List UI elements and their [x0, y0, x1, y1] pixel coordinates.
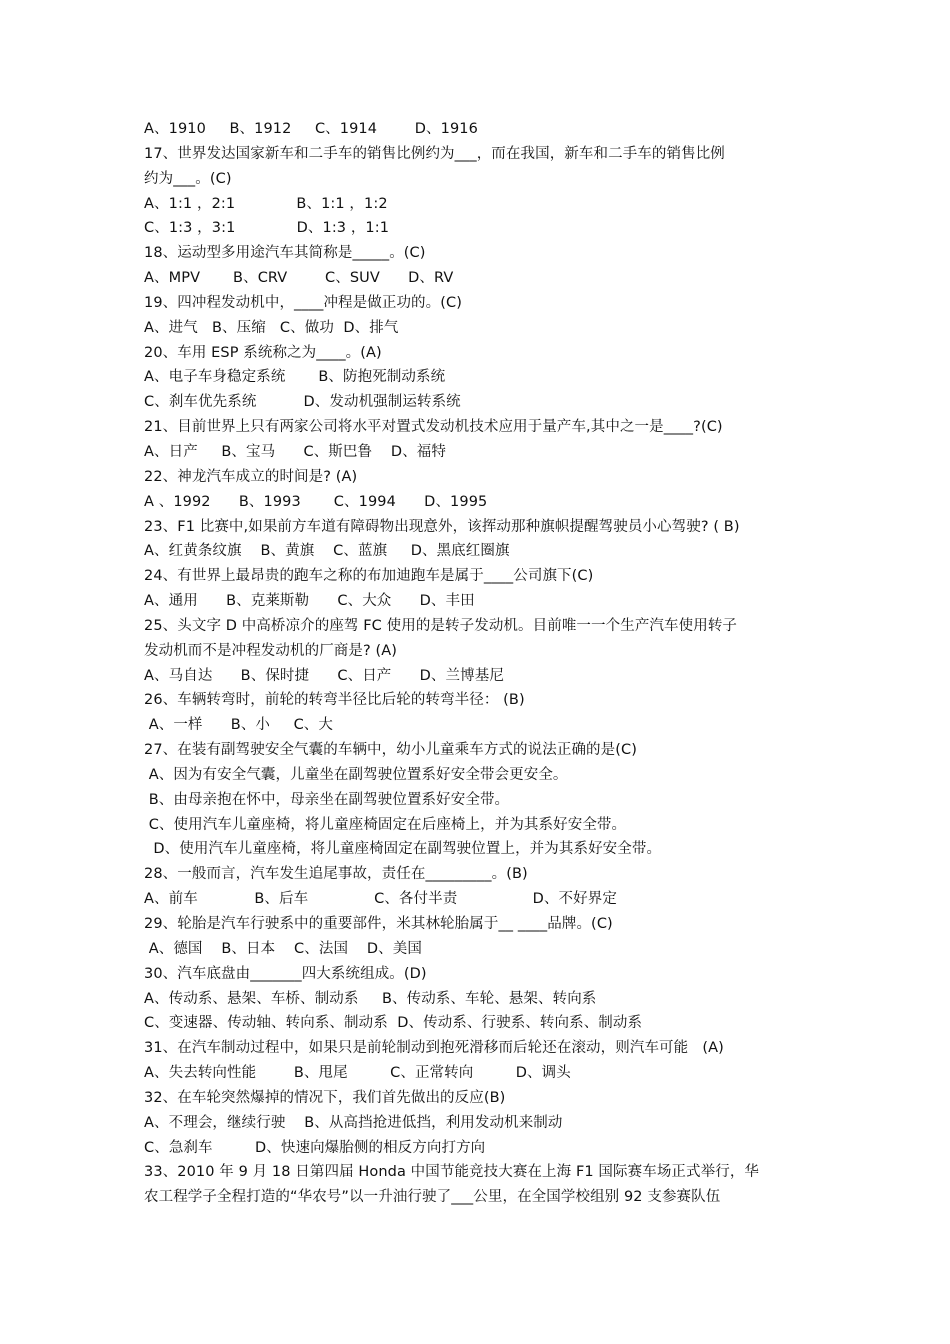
text-line: 26、车辆转弯时，前轮的转弯半径比后轮的转弯半径： (B)	[144, 692, 525, 709]
text-line: A、传动系、悬架、车桥、制动系 B、传动系、车轮、悬架、转向系	[144, 990, 597, 1007]
text-line: A、前车 B、后车 C、各付半责 D、不好界定	[144, 891, 617, 908]
text-line: A、电子车身稳定系统 B、防抱死制动系统	[144, 369, 446, 386]
text-line: 32、在车轮突然爆掉的情况下，我们首先做出的反应(B)	[144, 1089, 506, 1106]
text-line: 约为___。(C)	[144, 170, 232, 187]
text-line: A、一样 B、小 C、大	[144, 717, 333, 734]
text-line: 24、有世界上最昂贵的跑车之称的布加迪跑车是属于____公司旗下(C)	[144, 568, 594, 585]
text-line: 19、四冲程发动机中，____冲程是做正功的。(C)	[144, 294, 462, 311]
text-line: A、不理会，继续行驶 B、从高挡抢进低挡，利用发动机来制动	[144, 1114, 563, 1131]
text-line: A、红黄条纹旗 B、黄旗 C、蓝旗 D、黑底红圈旗	[144, 543, 510, 560]
text-line: C、急刹车 D、快速向爆胎侧的相反方向打方向	[144, 1139, 486, 1156]
text-line: A、马自达 B、保时捷 C、日产 D、兰博基尼	[144, 667, 504, 684]
text-line: 28、一般而言，汽车发生追尾事故，责任在_________。(B)	[144, 866, 528, 883]
text-line: A、日产 B、宝马 C、斯巴鲁 D、福特	[144, 443, 446, 460]
text-line: C、变速器、传动轴、转向系、制动系 D、传动系、行驶系、转向系、制动系	[144, 1015, 643, 1032]
text-line: B、由母亲抱在怀中，母亲坐在副驾驶位置系好安全带。	[144, 791, 510, 808]
text-line: 发动机而不是冲程发动机的厂商是? (A)	[144, 642, 398, 659]
text-line: C、刹车优先系统 D、发动机强制运转系统	[144, 394, 461, 411]
text-line: 22、神龙汽车成立的时间是? (A)	[144, 468, 358, 485]
text-line: 农工程学子全程打造的“华农号”以一升油行驶了___公里，在全国学校组别 92 支参赛队伍	[144, 1189, 721, 1206]
text-line: A、1910 B、1912 C、1914 D、1916	[144, 121, 478, 137]
text-line: 25、头文字 D 中高桥凉介的座驾 FC 使用的是转子发动机。目前唯一一个生产汽车使用转子	[144, 617, 738, 634]
text-line: 29、轮胎是汽车行驶系中的重要部件，米其林轮胎属于__ ____品牌。(C)	[144, 916, 613, 932]
text-line: 23、F1 比赛中,如果前方车道有障碍物出现意外，该挥动那种旗帜提醒驾驶员小心驾驶? ( B)	[144, 518, 740, 535]
text-line: A、1:1 ，2:1 B、1:1 ，1:2	[144, 195, 388, 212]
text-line: D、使用汽车儿童座椅，将儿童座椅固定在副驾驶位置上，并为其系好安全带。	[144, 841, 662, 858]
text-line: A、进气 B、压缩 C、做功 D、排气	[144, 319, 399, 336]
text-line: A、MPV B、CRV C、SUV D、RV	[144, 270, 454, 287]
text-line: C、使用汽车儿童座椅，将儿童座椅固定在后座椅上，并为其系好安全带。	[144, 816, 627, 833]
text-line: 33、2010 年 9 月 18 日第四届 Honda 中国节能竞技大赛在上海 F1 国际赛车场正式举行，华	[144, 1164, 760, 1181]
text-line: C、1:3 ，3:1 D、1:3 ，1:1	[144, 220, 390, 237]
text-line: 30、汽车底盘由_______四大系统组成。(D)	[144, 965, 427, 982]
text-line: 18、运动型多用途汽车其简称是_____。(C)	[144, 245, 426, 262]
text-line: A、因为有安全气囊，儿童坐在副驾驶位置系好安全带会更安全。	[144, 766, 568, 783]
text-line: A、德国 B、日本 C、法国 D、美国	[144, 940, 422, 957]
text-line: A 、1992 B、1993 C、1994 D、1995	[144, 493, 488, 510]
text-line: A、失去转向性能 B、甩尾 C、正常转向 D、调头	[144, 1065, 571, 1082]
question-list	[144, 117, 814, 1210]
text-line: A、通用 B、克莱斯勒 C、大众 D、丰田	[144, 593, 475, 610]
text-line: 20、车用 ESP 系统称之为____。(A)	[144, 344, 382, 361]
text-line: 31、在汽车制动过程中，如果只是前轮制动到抱死滑移而后轮还在滚动，则汽车可能 (A)	[144, 1040, 724, 1057]
text-line: 27、在装有副驾驶安全气囊的车辆中，幼小儿童乘车方式的说法正确的是(C)	[144, 742, 637, 759]
text-line: 21、目前世界上只有两家公司将水平对置式发动机技术应用于量产车,其中之一是____?(C)	[144, 419, 723, 436]
text-line: 17、世界发达国家新车和二手车的销售比例约为___，而在我国，新车和二手车的销售比例	[144, 145, 725, 162]
